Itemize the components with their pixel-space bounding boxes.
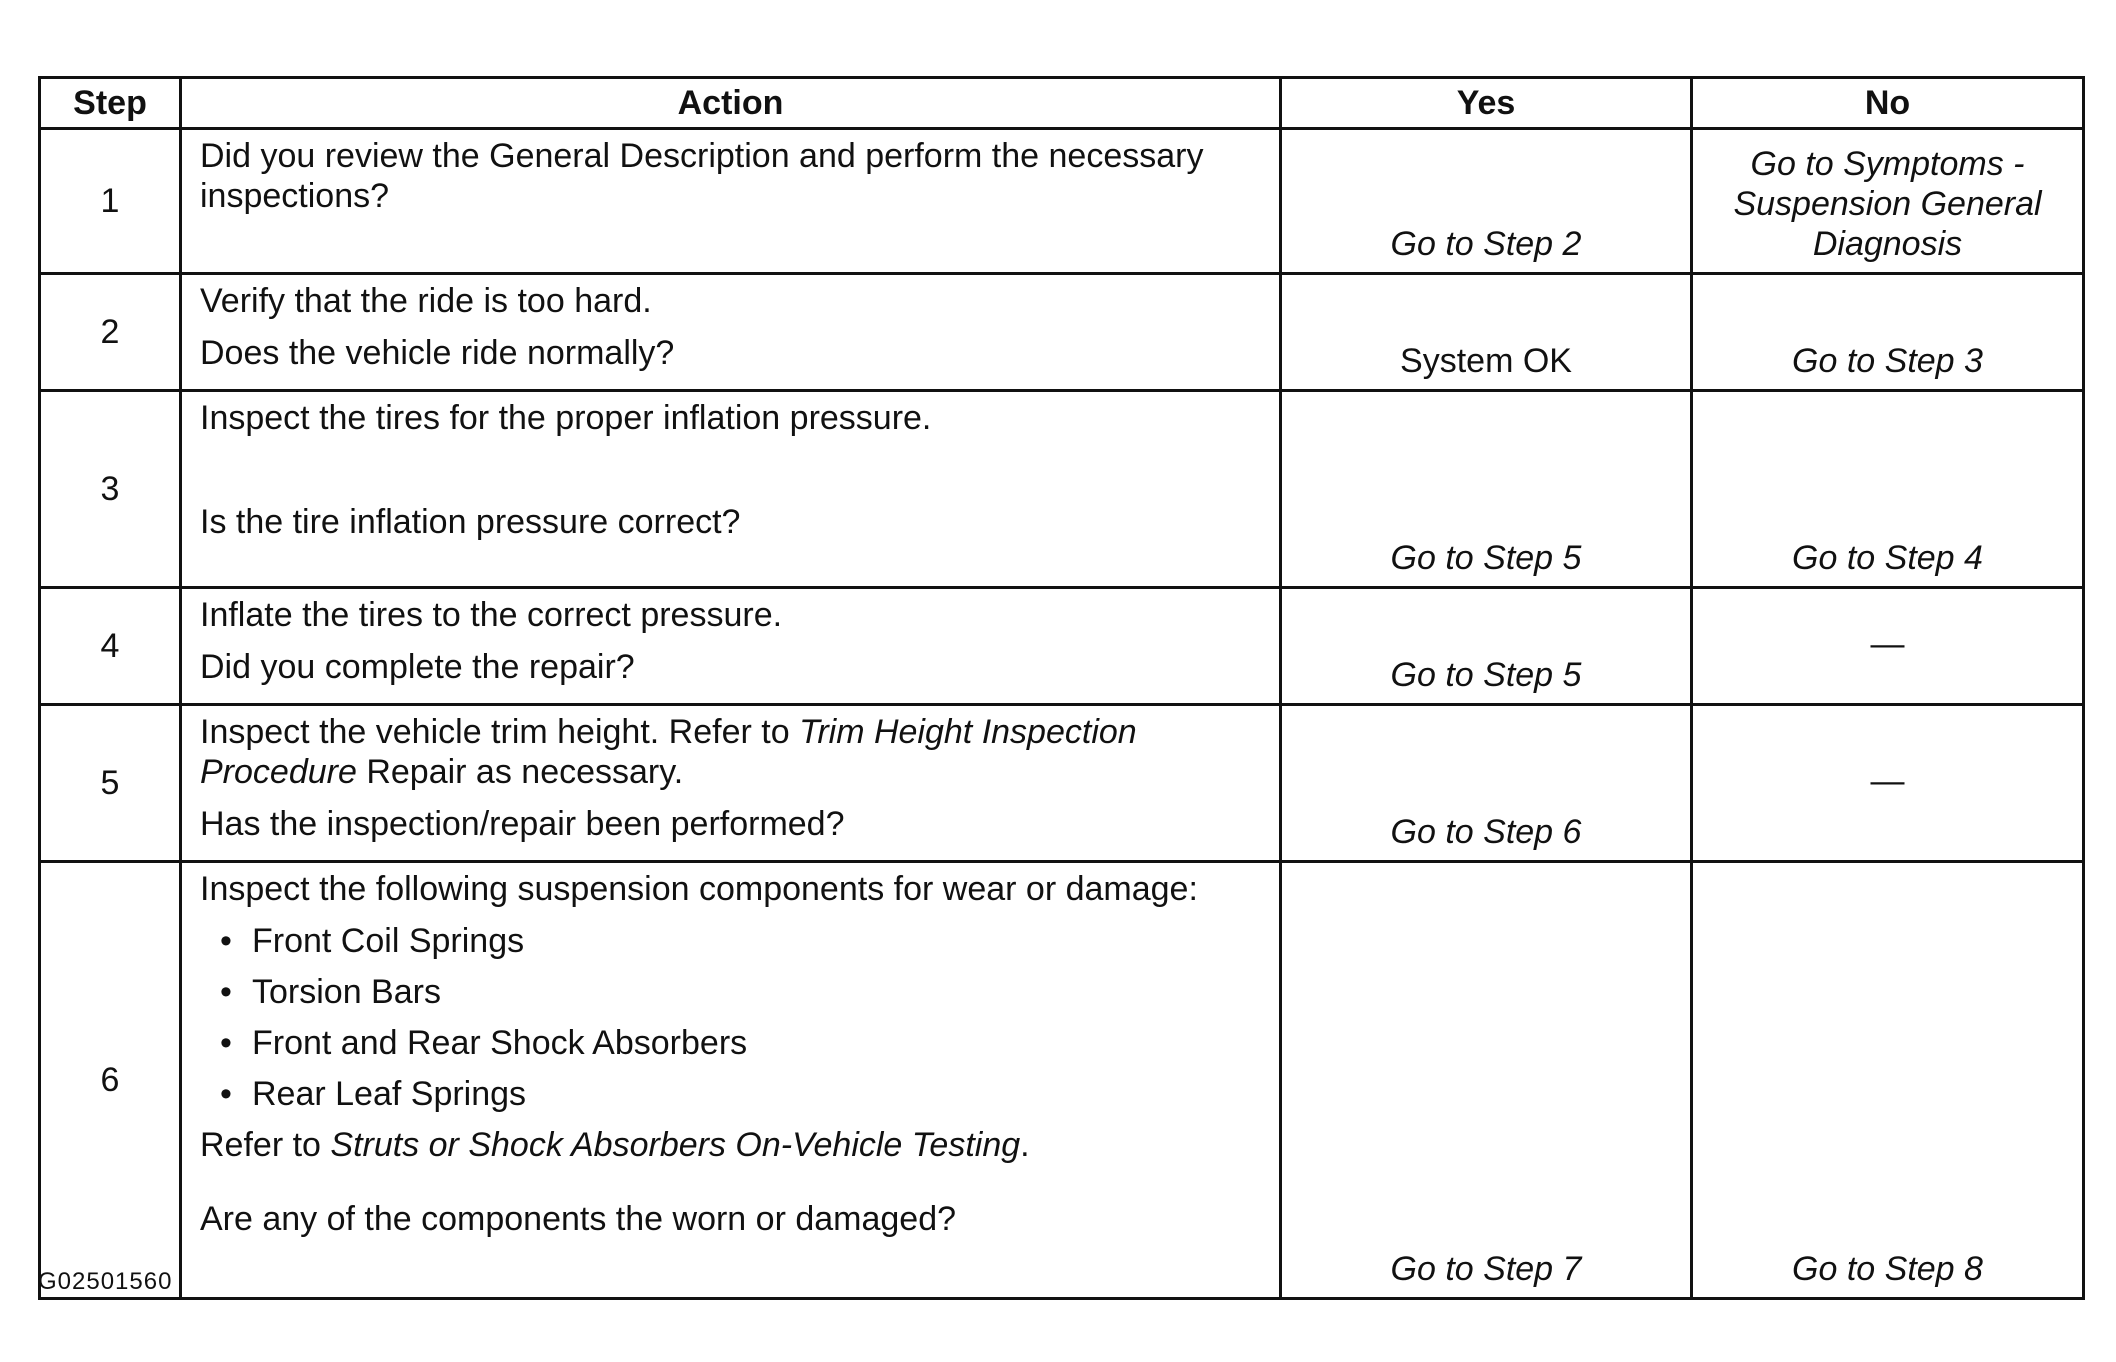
no-cell (1692, 705, 2084, 862)
table-row (40, 274, 2084, 391)
testing-reference: Struts or Shock Absorbers On-Vehicle Testing (330, 1126, 1021, 1164)
header-no: No (1692, 78, 2084, 129)
table-row (40, 129, 2084, 274)
yes-cell (1281, 862, 1692, 1299)
table-row (40, 705, 2084, 862)
refer-pre: Refer to (200, 1126, 331, 1164)
step-number: 5 (40, 705, 181, 862)
action-cell (181, 391, 1281, 588)
header-step: Step (40, 78, 181, 129)
list-item: • Front and Rear Shock Absorbers (252, 1023, 1263, 1063)
action-cell (181, 862, 1281, 1299)
no-result: Go to Step 3 (1792, 342, 1983, 380)
refer-post: . (1020, 1126, 1030, 1164)
action-question: Does the vehicle ride normally? (200, 334, 675, 372)
step-number: 1 (40, 129, 181, 274)
yes-cell (1281, 588, 1692, 705)
yes-cell (1281, 391, 1692, 588)
step-number: 4 (40, 588, 181, 705)
action-question: Is the tire inflation pressure correct? (200, 503, 741, 541)
no-cell (1692, 862, 2084, 1299)
yes-result: Go to Step 6 (1390, 813, 1582, 851)
action-cell (181, 274, 1281, 391)
step-number: 2 (40, 274, 181, 391)
action-text-pre: Inspect the vehicle trim height. Refer to (200, 713, 800, 751)
list-item: • Torsion Bars (252, 972, 1263, 1012)
step-number: 3 (40, 391, 181, 588)
action-text-post: Repair as necessary. (356, 753, 684, 791)
action-text: Inflate the tires to the correct pressure. (200, 596, 783, 634)
header-action: Action (181, 78, 1281, 129)
table-row (40, 862, 2084, 1299)
action-cell (181, 129, 1281, 274)
component-list (200, 921, 1263, 1114)
yes-cell (1281, 274, 1692, 391)
spacer (200, 450, 1263, 502)
no-cell (1692, 129, 2084, 274)
yes-result: Go to Step 5 (1390, 539, 1582, 577)
refer-text (200, 1125, 1263, 1165)
figure-id: G02501560 (38, 1268, 173, 1295)
list-item: • Front Coil Springs (252, 921, 1263, 961)
action-text: Verify that the ride is too hard. (200, 282, 652, 320)
action-text (200, 712, 1263, 792)
yes-cell (1281, 129, 1692, 274)
table-row (40, 391, 2084, 588)
no-cell (1692, 391, 2084, 588)
diagnostic-table (38, 76, 2085, 1300)
no-result: — (1870, 762, 1905, 800)
action-question: Are any of the components the worn or damaged? (200, 1200, 957, 1238)
spacer (200, 1177, 1263, 1199)
action-question: Did you complete the repair? (200, 648, 635, 686)
header-yes: Yes (1281, 78, 1692, 129)
no-result: Go to Step 4 (1792, 539, 1983, 577)
action-text: Inspect the following suspension components for wear or damage: (200, 870, 1198, 908)
action-text: Did you review the General Description and perform the necessary inspections? (200, 137, 1204, 215)
procedure-reference: Trim Height Inspection Procedure (200, 713, 1137, 791)
yes-result: Go to Step 5 (1390, 656, 1582, 694)
step-number: 6 (40, 862, 181, 1299)
no-cell (1692, 274, 2084, 391)
yes-result: System OK (1400, 342, 1572, 380)
action-text: Inspect the tires for the proper inflation pressure. (200, 399, 932, 437)
yes-result: Go to Step 7 (1390, 1250, 1582, 1288)
table-row (40, 588, 2084, 705)
list-item: • Rear Leaf Springs (252, 1074, 1263, 1114)
no-result: Go to Step 8 (1792, 1250, 1983, 1288)
no-result: — (1870, 625, 1905, 663)
diagnostic-table-container (38, 76, 2082, 1300)
yes-cell (1281, 705, 1692, 862)
yes-result: Go to Step 2 (1390, 225, 1582, 263)
action-cell (181, 705, 1281, 862)
no-result: Go to Symptoms - Suspension General Diagnosis (1733, 145, 2042, 263)
action-question: Has the inspection/repair been performed? (200, 805, 845, 843)
no-cell (1692, 588, 2084, 705)
table-header-row (40, 78, 2084, 129)
action-cell (181, 588, 1281, 705)
